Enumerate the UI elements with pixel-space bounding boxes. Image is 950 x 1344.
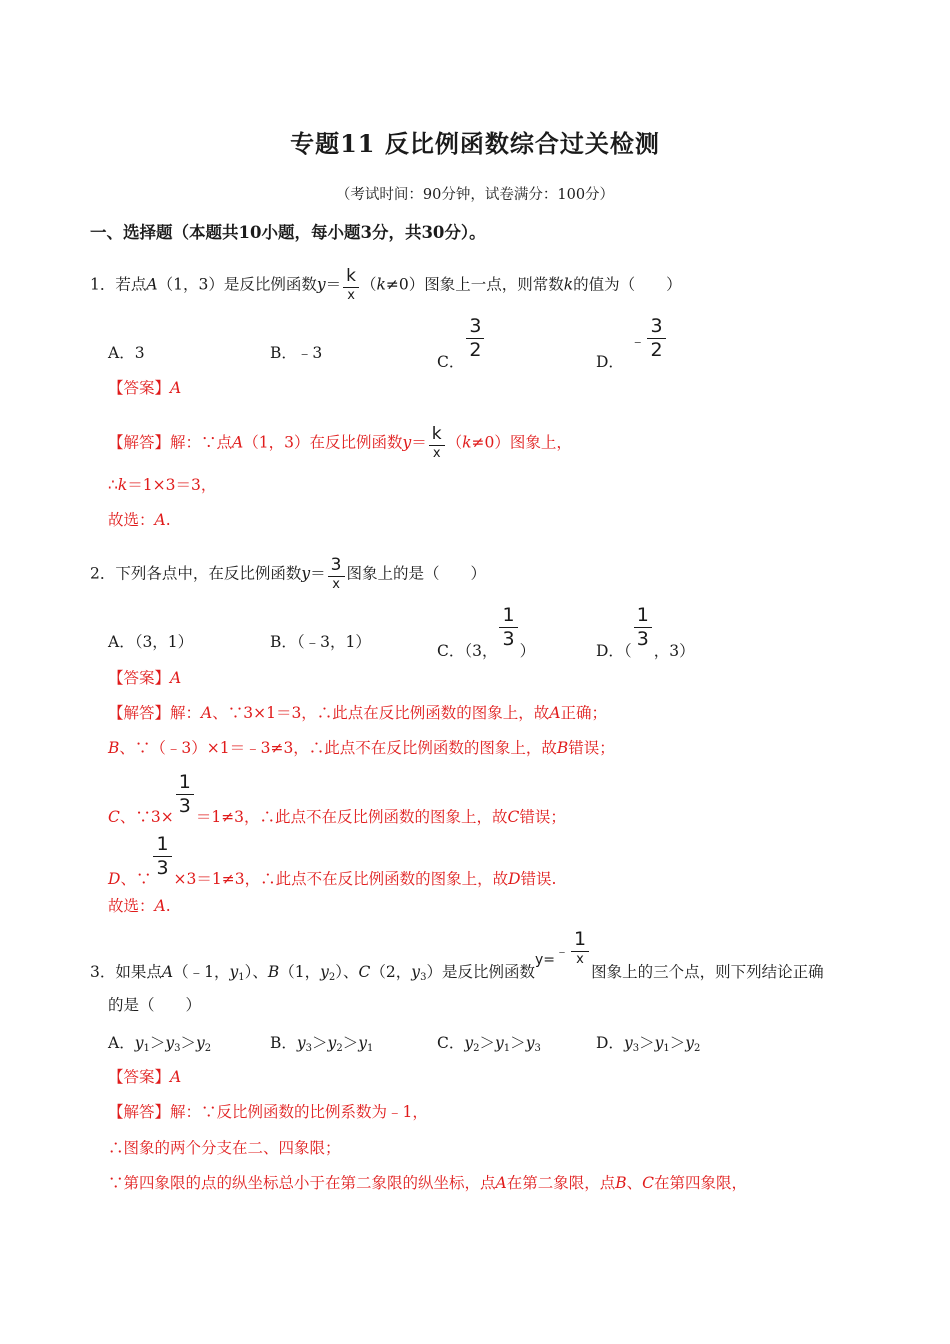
q2-explanation-line-3: C、∵3× $\frac{1}{3}$ ＝1≠3，∴此点不在反比例函数的图象上，故C错误； — [108, 771, 566, 826]
q3-option-a: A．$y_1>y_3>y_2$ — [108, 1034, 212, 1054]
fraction-3-over-2: $\frac{3}{2}$ — [466, 316, 484, 360]
fraction-k-over-x: k x — [343, 268, 359, 303]
exam-info: （考试时间：90分钟，试卷满分：100分） — [335, 187, 615, 203]
q1-option-b: B．﹣3 — [270, 344, 323, 362]
fraction-1-over-x: 1 x — [571, 929, 589, 967]
section-heading: 一、选择题（本题共10小题，每小题3分，共30分）。 — [90, 223, 486, 242]
q3-option-c: C．$y_2>y_1>y_3$ — [437, 1034, 541, 1054]
q3-explanation-line-2: ∴图象的两个分支在二、四象限； — [108, 1139, 341, 1157]
q1-option-c: C． $\frac{3}{2}$ — [437, 316, 486, 360]
q3-explanation-line-3: ∵第四象限的点的纵坐标总小于在第二象限的纵坐标，点A在第二象限，点B、C在第四象限， — [108, 1174, 748, 1192]
q2-explanation-line-1: 【解答】解：A、∵3×1＝3，∴此点在反比例函数的图象上，故A正确； — [108, 704, 608, 722]
fraction-k-over-x: k x — [429, 426, 445, 461]
fraction-1-over-3: $\frac{1}{3}$ — [153, 834, 171, 878]
fraction-1-over-3: $\frac{1}{3}$ — [176, 772, 194, 816]
q1-explanation-line-3: 故选：A. — [108, 511, 171, 529]
question-3-continued: 的是（ ） — [108, 996, 202, 1014]
page-title: 专题11 反比例函数综合过关检测 — [290, 129, 660, 158]
question-1: 1．若点A（1，3）是反比例函数y＝ k x （k≠0）图象上一点，则常数k的值为（ ） — [90, 266, 682, 303]
fraction-1-over-3: $\frac{1}{3}$ — [499, 605, 517, 649]
q2-option-d: D．（ $\frac{1}{3}$ ，3） — [596, 604, 695, 660]
fraction-3-over-x: 3 x — [328, 557, 345, 592]
fraction-1-over-3: $\frac{1}{3}$ — [634, 605, 652, 649]
q2-option-c: C．（3， $\frac{1}{3}$ ） — [437, 604, 536, 660]
q2-explanation-line-5: 故选：A. — [108, 897, 171, 915]
q1-answer: 【答案】A — [108, 379, 182, 397]
q1-option-d: D．﹣ $\frac{3}{2}$ — [596, 316, 668, 360]
q3-answer: 【答案】A — [108, 1068, 182, 1086]
q2-answer: 【答案】A — [108, 669, 182, 687]
q2-explanation-line-2: B、∵（﹣3）×1＝﹣3≠3，∴此点不在反比例函数的图象上，故B错误； — [108, 739, 615, 757]
q3-explanation-line-1: 【解答】解：∵反比例函数的比例系数为﹣1， — [108, 1103, 428, 1121]
q2-explanation-line-4: D、∵ $\frac{1}{3}$ ×3＝1≠3，∴此点不在反比例函数的图象上，故D错误. — [108, 833, 557, 888]
q3-option-b: B．$y_3>y_2>y_1$ — [270, 1034, 374, 1054]
question-3: 3．如果点A（﹣1，$y_1$）、B（1，$y_2$）、C（2，$y_3$）是反比例函数y=﹣ 1 x 图象上的三个点，则下列结论正确 — [90, 928, 824, 983]
q3-option-d: D．$y_3>y_1>y_2$ — [596, 1034, 701, 1054]
q2-option-a: A．（3，1） — [108, 633, 194, 651]
q1-explanation-line-1: 【解答】解：∵点A（1，3）在反比例函数y＝ k x （k≠0）图象上， — [108, 424, 572, 461]
q1-option-a: A．3 — [108, 344, 145, 362]
question-2: 2．下列各点中，在反比例函数y＝ 3 x 图象上的是（ ） — [90, 555, 487, 592]
fraction-3-over-2: $\frac{3}{2}$ — [647, 316, 665, 360]
q2-option-b: B．（﹣3，1） — [270, 633, 371, 651]
q1-explanation-line-2: ∴k＝1×3＝3， — [108, 476, 217, 494]
